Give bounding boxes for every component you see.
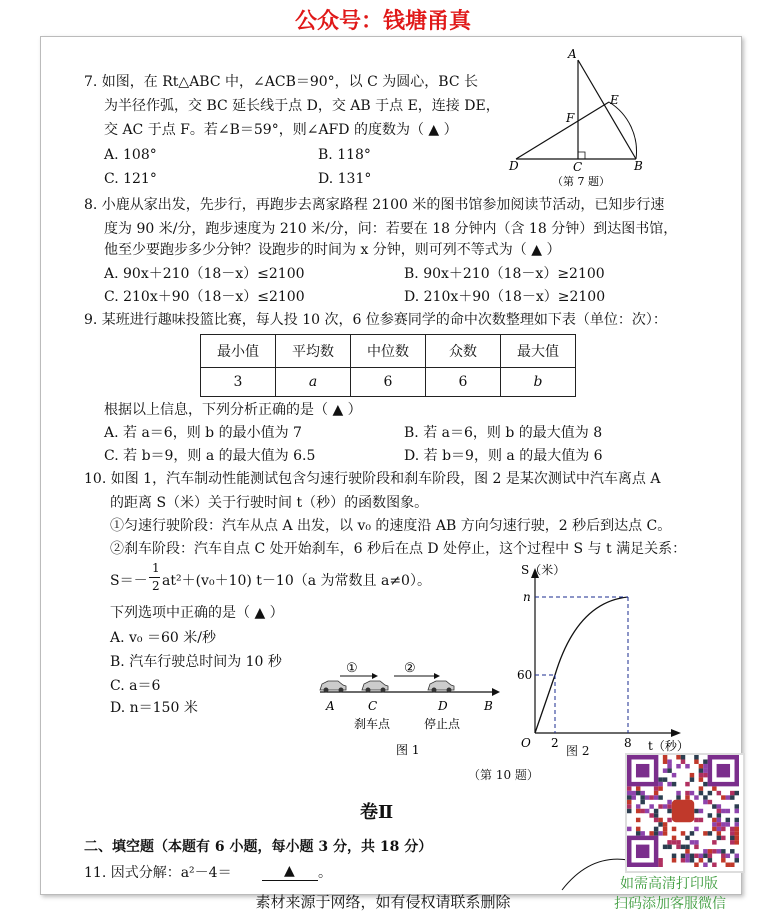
q7-right-angle bbox=[578, 152, 585, 159]
fig1-stage1-label: ① bbox=[346, 661, 358, 676]
q7-line2: 为半径作弧，交 BC 延长线于点 D，交 AB 于点 E，连接 DE， bbox=[104, 98, 500, 114]
q10-formula-fraction-bar bbox=[149, 577, 160, 578]
qr-code bbox=[625, 753, 745, 873]
q8-line2: 度为 90 米/分，跑步速度为 210 米/分，问：若要在 18 分钟内（含 18 分钟）到达图书馆， bbox=[104, 221, 678, 237]
section-title: 卷Ⅱ bbox=[360, 802, 394, 823]
q7-figure bbox=[500, 42, 660, 192]
q8-option-d: D. 210x＋90（18－x）≥2100 bbox=[404, 289, 606, 305]
q10-caption: （第 10 题） bbox=[468, 768, 539, 782]
fig1-car-d bbox=[428, 681, 454, 693]
q10-line4: ②刹车阶段：汽车自点 C 处开始刹车，6 秒后在点 D 处停止，这个过程中 S 与 t 满足关系： bbox=[110, 541, 687, 557]
q9-value-mean: a bbox=[276, 368, 351, 397]
q7-segment-de bbox=[516, 102, 609, 159]
part2-heading: 二、填空题（本题有 6 小题，每小题 3 分，共 18 分） bbox=[84, 839, 433, 855]
q9-header-median: 中位数 bbox=[351, 335, 426, 368]
q10-formula-pre: S＝－ bbox=[110, 573, 148, 589]
q8-option-b: B. 90x＋210（18－x）≥2100 bbox=[404, 266, 605, 282]
q7-label-a: A bbox=[568, 47, 577, 61]
q7-line3: 交 AC 于点 F。若∠B＝59°，则∠AFD 的度数为（ ▲ ） bbox=[104, 122, 458, 138]
q8-option-a: A. 90x＋210（18－x）≤2100 bbox=[104, 266, 305, 282]
fig1-label-a: A bbox=[326, 699, 335, 713]
header-title: 公众号：钱塘甬真 bbox=[294, 9, 471, 34]
q7-label-d: D bbox=[509, 159, 519, 173]
q9-header-mode: 众数 bbox=[426, 335, 501, 368]
q9-table-header-row bbox=[201, 335, 576, 368]
q10-line5: 下列选项中正确的是（ ▲ ） bbox=[110, 605, 284, 621]
q8-line3: 他至少要跑步多少分钟？设跑步的时间为 x 分钟，则可列不等式为（ ▲ ） bbox=[104, 242, 561, 258]
q11-end: 。 bbox=[318, 865, 332, 881]
q7-option-c: C. 121° bbox=[104, 171, 157, 187]
q9-option-d: D. 若 b＝9，则 a 的最大值为 6 bbox=[404, 448, 603, 464]
q9-table-value-row bbox=[201, 368, 576, 397]
fig2-x-label: t（秒） bbox=[648, 739, 689, 753]
q10-formula-denominator: 2 bbox=[152, 579, 160, 593]
watermark-line2: 扫码添加客服微信 bbox=[614, 896, 726, 912]
fig1-road-arrow bbox=[492, 688, 500, 696]
q9-option-c: C. 若 b＝9，则 a 的最大值为 6.5 bbox=[104, 448, 316, 464]
q9-value-mode: 6 bbox=[426, 368, 501, 397]
fig1-stage2-label: ② bbox=[404, 661, 416, 676]
q7-label-f: F bbox=[566, 111, 575, 125]
fig2-curve bbox=[535, 597, 628, 733]
fig1-caption: 图 1 bbox=[396, 743, 420, 757]
q9-value-max: b bbox=[501, 368, 576, 397]
q10-formula-numerator: 1 bbox=[152, 561, 160, 575]
fig1-car-c bbox=[362, 681, 388, 693]
watermark-line1: 如需高清打印版 bbox=[620, 876, 718, 892]
footer-notice: 素材来源于网络，如有侵权请联系删除 bbox=[255, 893, 511, 911]
q7-caption: （第 7 题） bbox=[552, 175, 610, 188]
fig2-label-2: 2 bbox=[551, 736, 559, 750]
fig2-label-60: 60 bbox=[517, 668, 533, 682]
q9-table bbox=[200, 334, 576, 397]
fig2-caption: 图 2 bbox=[566, 744, 590, 758]
q7-option-d: D. 131° bbox=[318, 171, 372, 187]
q10-figure-1 bbox=[310, 650, 510, 760]
q9-option-b: B. 若 a＝6，则 b 的最大值为 8 bbox=[404, 425, 603, 441]
q10-option-d: D. n＝150 米 bbox=[110, 700, 198, 716]
fig1-label-b: B bbox=[484, 699, 493, 713]
q7-label-e: E bbox=[610, 93, 619, 107]
q10-line3: ①匀速行驶阶段：汽车从点 A 出发，以 v₀ 的速度沿 AB 方向匀速行驶，2 秒后到达点 C。 bbox=[110, 518, 672, 534]
q9-option-a: A. 若 a＝6，则 b 的最小值为 7 bbox=[104, 425, 302, 441]
q7-option-b: B. 118° bbox=[318, 147, 371, 163]
q10-line2: 的距离 S（米）关于行驶时间 t（秒）的函数图象。 bbox=[110, 495, 429, 511]
q7-option-a: A. 108° bbox=[104, 147, 157, 163]
q7-label-b: B bbox=[634, 159, 643, 173]
q11-blank: ▲ bbox=[284, 863, 295, 879]
q8-option-c: C. 210x＋90（18－x）≤2100 bbox=[104, 289, 305, 305]
q9-line2: 根据以上信息，下列分析正确的是（ ▲ ） bbox=[104, 402, 362, 418]
fig1-label-c: C bbox=[368, 699, 378, 713]
qr-code-pattern bbox=[627, 755, 739, 867]
fig1-label-d: D bbox=[438, 699, 448, 713]
fig1-brake-point: 刹车点 bbox=[354, 717, 391, 731]
q7-line1: 7. 如图，在 Rt△ABC 中，∠ACB＝90°，以 C 为圆心，BC 长 bbox=[84, 74, 478, 90]
q9-value-median: 6 bbox=[351, 368, 426, 397]
q11-text: 11. 因式分解：a²－4＝ bbox=[84, 865, 232, 881]
q10-option-b: B. 汽车行驶总时间为 10 秒 bbox=[110, 654, 282, 670]
q7-label-c: C bbox=[573, 160, 583, 174]
fig2-label-8: 8 bbox=[624, 736, 632, 750]
fig2-y-label: S（米） bbox=[521, 563, 566, 577]
q9-value-min: 3 bbox=[201, 368, 276, 397]
fig2-origin: O bbox=[521, 736, 531, 750]
q9-header-min: 最小值 bbox=[201, 335, 276, 368]
q9-header-mean: 平均数 bbox=[276, 335, 351, 368]
q10-option-c: C. a＝6 bbox=[110, 678, 161, 694]
q11-blank-line bbox=[262, 880, 318, 881]
q10-figure-2 bbox=[505, 560, 705, 760]
q9-line1: 9. 某班进行趣味投篮比赛，每人投 10 次，6 位参赛同学的命中次数整理如下表（单位：次）： bbox=[84, 312, 667, 328]
q7-segment-ab bbox=[578, 60, 636, 159]
fig2-label-n: n bbox=[523, 590, 531, 604]
q10-formula-post: at²＋(v₀＋10) t－10（a 为常数且 a≠0）。 bbox=[162, 573, 431, 589]
q10-line1: 10. 如图 1，汽车制动性能测试包含匀速行驶阶段和刹车阶段，图 2 是某次测试中汽车离点 A bbox=[84, 471, 661, 487]
q9-header-max: 最大值 bbox=[501, 335, 576, 368]
fig1-car-a bbox=[320, 681, 346, 693]
q10-option-a: A. v₀ ＝60 米/秒 bbox=[110, 630, 216, 646]
q7-arc bbox=[609, 102, 637, 159]
fig1-stop-point: 停止点 bbox=[424, 717, 461, 731]
q8-line1: 8. 小鹿从家出发，先步行，再跑步去离家路程 2100 米的图书馆参加阅读节活动，已知步行速 bbox=[84, 197, 665, 213]
